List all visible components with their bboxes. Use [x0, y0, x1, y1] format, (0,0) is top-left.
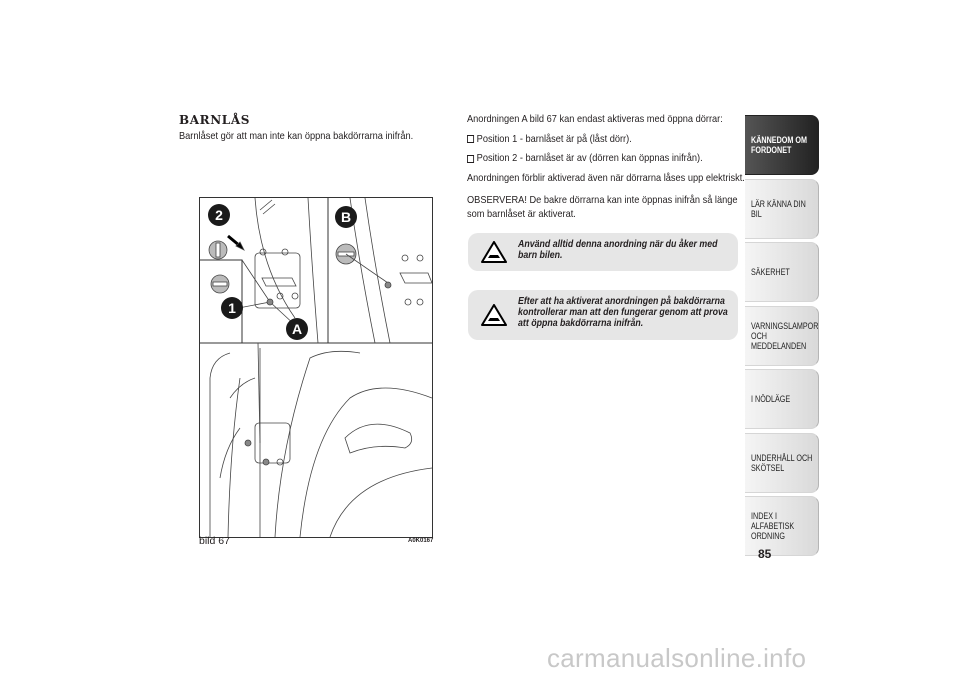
child-lock-illustration: [199, 197, 433, 538]
page-number: 85: [758, 547, 772, 561]
watermark: carmanualsonline.info: [547, 643, 807, 673]
chapter-tabs: [745, 115, 819, 560]
tab-underhall-och-skotsel[interactable]: [745, 433, 819, 493]
warning-text: Efter att ha aktiverat anordningen på bakdörrarna kontrollerar man att den fungerar genom att prova att öppna bakdörrarna inifrån.: [518, 296, 728, 329]
callout-2: 2: [215, 207, 223, 223]
warning-box: [468, 290, 738, 340]
warning-triangle-icon: [481, 304, 507, 326]
figure-code: A0K0167: [408, 538, 434, 544]
warning-box: [468, 233, 738, 271]
callout-a: A: [291, 321, 303, 337]
tab-label: I NÖDLÄGE: [751, 394, 791, 404]
tab-varningslampor[interactable]: [745, 306, 819, 366]
intro-text: Barnlåset gör att man inte kan öppna bakdörrarna inifrån.: [179, 130, 414, 142]
tab-i-nodlage[interactable]: [745, 369, 819, 429]
tab-label: LÄR KÄNNA DIN BIL: [751, 198, 806, 219]
bullet-text: Position 2 - barnlåset är av (dörren kan öppnas inifrån).: [476, 152, 703, 164]
door-lock-diagram: [200, 198, 432, 537]
warning-text: Använd alltid denna anordning när du åker med barn bilen.: [518, 239, 718, 261]
callout-1: 1: [228, 300, 236, 316]
tab-sakerhet[interactable]: [745, 242, 819, 302]
bullet-box-icon: [467, 155, 474, 163]
callout-b: B: [340, 209, 352, 225]
figure-caption: bild 67: [199, 535, 230, 547]
tab-label: INDEX I ALFABETISK ORDNING: [751, 511, 795, 541]
tab-label: VARNINGSLAMPOR OCH MEDDELANDEN: [751, 320, 819, 351]
bullet-text: Position 1 - barnlåset är på (låst dörr).: [476, 132, 632, 145]
tab-index[interactable]: [745, 496, 819, 556]
tab-label: SÄKERHET: [751, 267, 790, 277]
bullet-item: [467, 133, 747, 147]
right-column: [467, 113, 747, 221]
paragraph-3: OBSERVERA! De bakre dörrarna kan inte öppnas inifrån så länge som barnlåset är aktiverat.: [467, 194, 738, 220]
paragraph-2: Anordningen förblir aktiverad även när dörrarna låses upp elektriskt.: [467, 171, 745, 184]
bullet-box-icon: [467, 135, 474, 143]
tab-label: KÄNNEDOM OM FORDONET: [751, 135, 807, 155]
warning-triangle-icon: [481, 241, 507, 263]
tab-kannedom-om-fordonet[interactable]: [745, 115, 819, 175]
section-heading: BARNLÅS: [179, 113, 251, 127]
tab-label: UNDERHÅLL OCH SKÖTSEL: [751, 452, 813, 473]
tab-lar-kanna-din-bil[interactable]: [745, 179, 819, 239]
bullet-item: [467, 152, 747, 166]
paragraph-1: Anordningen A bild 67 kan endast aktiveras med öppna dörrar:: [467, 113, 723, 125]
